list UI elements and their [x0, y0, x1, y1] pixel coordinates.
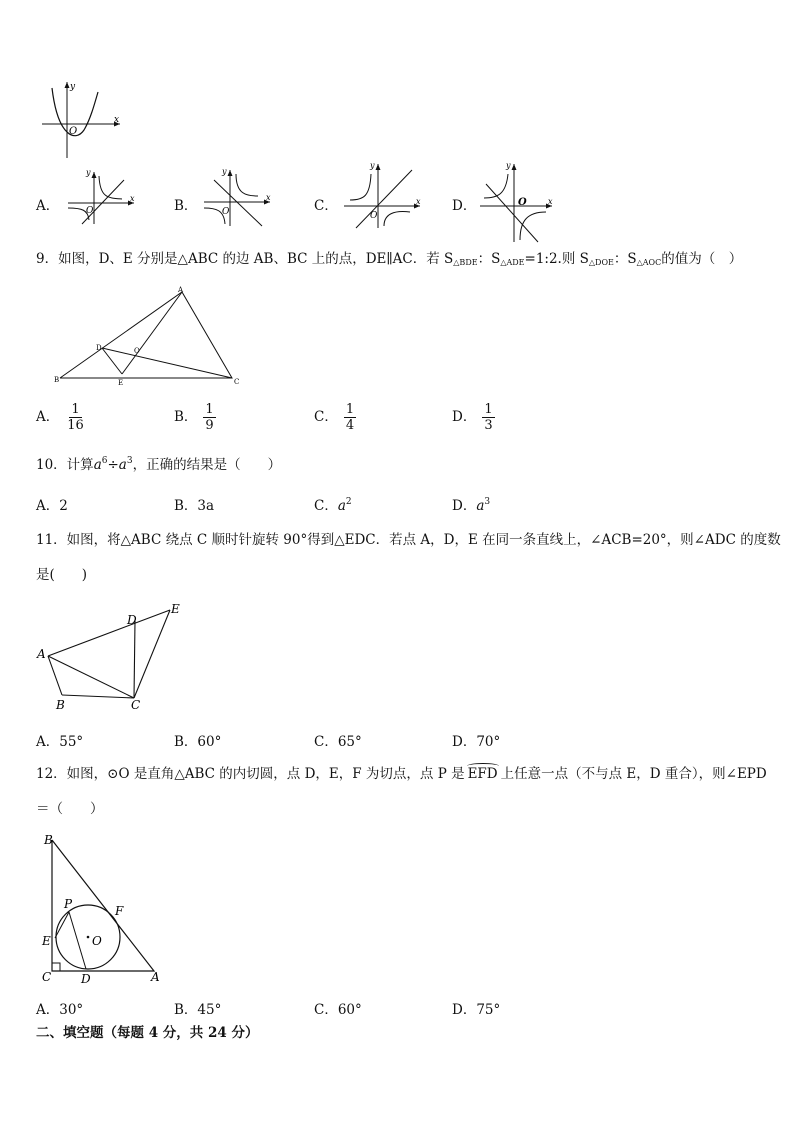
- svg-text:C: C: [131, 698, 141, 712]
- svg-text:A: A: [151, 970, 160, 984]
- q10-option-a[interactable]: A．2: [36, 498, 68, 514]
- fraction: $\frac{1}{16}$: [67, 402, 84, 433]
- svg-text:C: C: [234, 378, 240, 386]
- svg-text:y: y: [370, 161, 375, 170]
- q10-option-c[interactable]: C．$a^2$: [314, 497, 352, 514]
- q10-option-d[interactable]: D．$a^3$: [452, 497, 491, 514]
- q9-option-c[interactable]: C． $\frac{1}{4}$: [314, 402, 355, 433]
- q12-option-b[interactable]: B．45°: [174, 1002, 222, 1018]
- q11-option-c[interactable]: C．65°: [314, 734, 362, 750]
- q8-option-a-graph[interactable]: [64, 168, 138, 226]
- svg-text:x: x: [266, 193, 271, 202]
- q8-option-d-label[interactable]: D．: [452, 198, 477, 214]
- svg-text:O: O: [86, 206, 94, 216]
- svg-text:y: y: [506, 161, 511, 170]
- svg-text:B: B: [44, 833, 53, 847]
- svg-text:B: B: [54, 376, 60, 384]
- q8-option-d-graph[interactable]: [476, 160, 556, 244]
- q9-triangle-figure: [50, 286, 250, 390]
- q9-option-a[interactable]: A． $\frac{1}{16}$: [36, 402, 84, 433]
- q8-option-c-graph[interactable]: [340, 160, 424, 230]
- q12-stem-line2: ＝（ ）: [36, 801, 104, 817]
- q11-figure: [34, 598, 190, 714]
- svg-text:A: A: [37, 647, 46, 661]
- svg-text:y: y: [86, 168, 91, 177]
- arc-notation: EFD: [465, 765, 501, 783]
- svg-text:D: D: [81, 972, 91, 986]
- q8-option-c-label[interactable]: C．: [314, 198, 338, 214]
- svg-text:P: P: [64, 897, 73, 911]
- origin-label: O: [69, 126, 78, 137]
- q9-option-b[interactable]: B． $\frac{1}{9}$: [174, 402, 214, 433]
- q8-option-a-label[interactable]: A．: [36, 198, 60, 214]
- svg-text:x: x: [130, 194, 135, 203]
- q10-stem: 10．计算$a^6\div a^3$，正确的结果是（ ）: [36, 456, 282, 473]
- fraction: $\frac{1}{9}$: [205, 402, 214, 433]
- svg-text:O: O: [222, 207, 230, 217]
- svg-text:E: E: [171, 602, 180, 616]
- fraction: $\frac{1}{4}$: [345, 402, 355, 433]
- svg-text:A: A: [178, 286, 184, 294]
- section-title: 二、填空题（每题 4 分，共 24 分）: [36, 1025, 259, 1041]
- q12-stem-line1: 12．如图，⊙O 是直角△ABC 的内切圆，点 D，E，F 为切点，点 P 是 EFD 上任意一点（不与点 E，D 重合），则∠EPD: [36, 765, 767, 783]
- q11-option-d[interactable]: D．70°: [452, 734, 501, 750]
- svg-text:D: D: [127, 613, 137, 627]
- svg-text:D: D: [96, 344, 102, 352]
- q10-option-b[interactable]: B．3a: [174, 498, 215, 514]
- q12-option-c[interactable]: C．60°: [314, 1002, 362, 1018]
- svg-text:C: C: [42, 970, 52, 984]
- fraction: $\frac{1}{3}$: [484, 402, 493, 433]
- q8-option-b-label[interactable]: B．: [174, 198, 198, 214]
- q8-option-b-graph[interactable]: [200, 166, 274, 228]
- svg-text:E: E: [118, 379, 124, 387]
- q11-stem-line2: 是( ): [36, 567, 88, 583]
- svg-text:O: O: [518, 197, 527, 208]
- q9-stem: 9．如图，D、E 分别是△ABC 的边 AB、BC 上的点，DE∥AC．若 $S_{\triangle BDE}$：$S_{\triangle ADE}=1:2$.则 $S_{\triangle DOE}$：$S_{\triangle AOC}$的值为（ ）: [36, 251, 743, 267]
- parabola-figure: [38, 78, 128, 162]
- q11-option-a[interactable]: A．55°: [36, 734, 84, 750]
- svg-text:B: B: [56, 698, 65, 712]
- svg-text:E: E: [42, 934, 51, 948]
- q12-option-d[interactable]: D．75°: [452, 1002, 501, 1018]
- svg-text:x: x: [416, 197, 421, 206]
- q11-stem-line1: 11．如图，将△ABC 绕点 C 顺时针旋转 90°得到△EDC．若点 A，D，E 在同一条直线上，∠ACB=20°，则∠ADC 的度数: [36, 532, 781, 548]
- q12-option-a[interactable]: A．30°: [36, 1002, 84, 1018]
- svg-text:O: O: [370, 211, 378, 221]
- svg-text:x: x: [548, 197, 553, 206]
- q12-figure: [36, 828, 166, 988]
- x-axis-label: x: [114, 115, 120, 125]
- svg-text:O: O: [134, 347, 140, 355]
- y-axis-label: y: [70, 82, 76, 92]
- q11-option-b[interactable]: B．60°: [174, 734, 222, 750]
- q9-option-d[interactable]: D． $\frac{1}{3}$: [452, 402, 493, 433]
- svg-text:y: y: [222, 167, 227, 176]
- svg-text:F: F: [115, 904, 124, 918]
- svg-text:O: O: [92, 934, 102, 948]
